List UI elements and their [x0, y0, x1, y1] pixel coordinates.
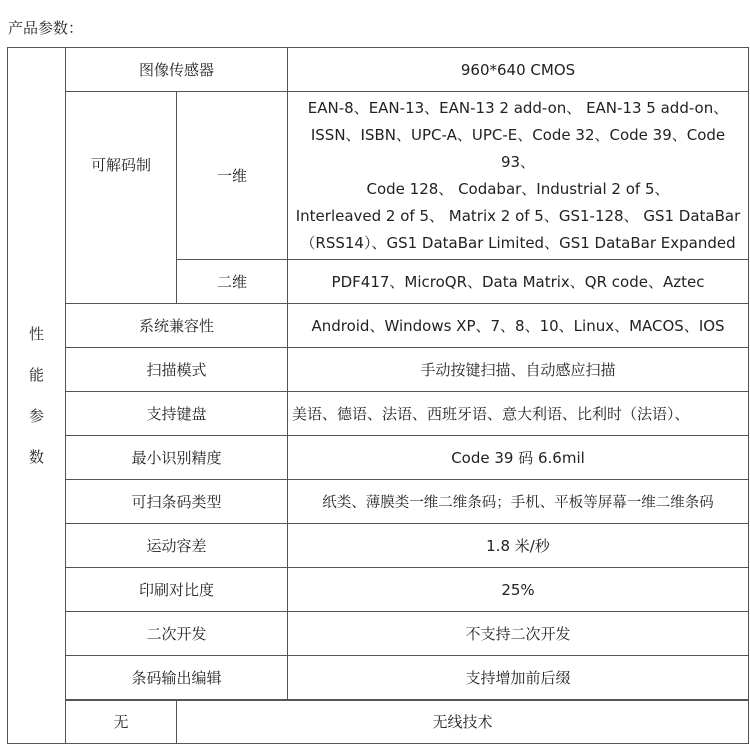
label-motion: 运动容差 [66, 524, 288, 568]
table-row [8, 348, 749, 392]
value-barcode-types: 纸类、薄膜类一维二维条码；手机、平板等屏幕一维二维条码 [288, 480, 749, 524]
table-row [8, 480, 749, 524]
value-sdk: 不支持二次开发 [288, 612, 749, 656]
category-char: 数 [28, 447, 44, 466]
label-keyboard: 支持键盘 [66, 392, 288, 436]
category-wireless: 无 [66, 700, 177, 744]
table-row [8, 48, 749, 92]
label-output-edit: 条码输出编辑 [66, 656, 288, 700]
label-compat: 系统兼容性 [66, 304, 288, 348]
table-row [8, 392, 749, 436]
table-row [8, 612, 749, 656]
value-image-sensor: 960*640 CMOS [288, 48, 749, 92]
category-performance [8, 48, 66, 744]
category-char: 性 [28, 324, 44, 343]
value-compat: Android、Windows XP、7、8、10、Linux、MACOS、IOS [288, 304, 749, 348]
section-heading: 产品参数： [8, 19, 84, 37]
table-row [8, 436, 749, 480]
value-output-edit: 支持增加前后缀 [288, 656, 749, 700]
category-char: 能 [28, 365, 44, 384]
label-decode: 可解码制 [66, 92, 177, 304]
label-scan-mode: 扫描模式 [66, 348, 288, 392]
label-2d: 二维 [177, 260, 288, 304]
label-1d: 一维 [177, 92, 288, 260]
table-row [8, 568, 749, 612]
value-contrast: 25% [288, 568, 749, 612]
label-precision: 最小识别精度 [66, 436, 288, 480]
value-keyboard: 美语、德语、法语、西班牙语、意大利语、比利时（法语）、 [288, 392, 749, 436]
spec-table [7, 47, 749, 744]
label-barcode-types: 可扫条码类型 [66, 480, 288, 524]
value-scan-mode: 手动按键扫描、自动感应扫描 [288, 348, 749, 392]
value-1d-symbologies: EAN-8、EAN-13、EAN-13 2 add-on、 EAN-13 5 add-on、 ISSN、ISBN、UPC-A、UPC-E、Code 32、Code 39、Code 93、 Code 128、 Codabar、Industrial 2 of 5、 Interleaved 2 of 5、 Matrix 2 of 5、GS1-128、 GS1 DataBar （RSS14）、GS1 DataBar Limited、GS1 DataBar Expanded [288, 92, 749, 260]
value-2d-symbologies: PDF417、MicroQR、Data Matrix、QR code、Aztec [288, 260, 749, 304]
value-motion: 1.8 米/秒 [288, 524, 749, 568]
label-image-sensor: 图像传感器 [66, 48, 288, 92]
value-precision: Code 39 码 6.6mil [288, 436, 749, 480]
label-contrast: 印刷对比度 [66, 568, 288, 612]
label-wireless: 无线技术 [177, 700, 749, 744]
label-sdk: 二次开发 [66, 612, 288, 656]
table-row [8, 656, 749, 700]
category-char: 参 [28, 406, 44, 425]
table-row [8, 92, 749, 260]
table-row [8, 700, 749, 744]
table-row [8, 524, 749, 568]
table-row [8, 304, 749, 348]
